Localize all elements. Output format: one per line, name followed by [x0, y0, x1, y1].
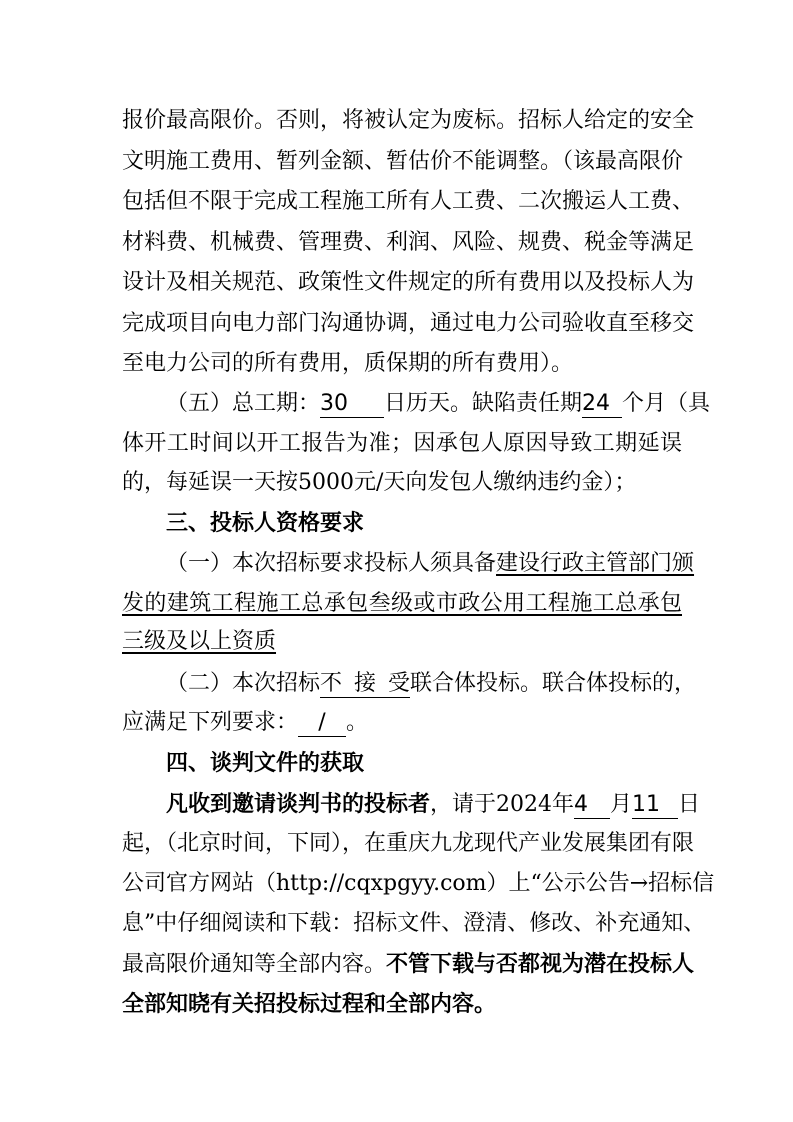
- obtain-documents-line: [166, 787, 701, 821]
- item1-prefix: （一）本次招标要求投标人须具备: [166, 551, 497, 576]
- line5-bold: 不管下载与否都视为潜在投标人: [386, 951, 695, 977]
- body-text-line: 报价最高限价。否则，将被认定为废标。招标人给定的安全: [122, 108, 695, 133]
- body-text-line: 全部知晓有关招投标过程和全部内容。: [122, 991, 497, 1017]
- qualification-requirement-text: 三级及以上资质: [122, 629, 277, 654]
- section-heading-obtain-documents: 四、谈判文件的获取: [166, 751, 365, 776]
- body-text-line: 公司官方网站（http://cqxpgyy.com）上“公示公告→招标信: [122, 871, 715, 896]
- total-days-value: 30: [320, 391, 384, 418]
- qualification-item-2-cont: [122, 706, 682, 740]
- period-suffix: 个月（具: [622, 391, 711, 416]
- line5-normal: 最高限价通知等全部内容。: [122, 952, 387, 977]
- day-label: 日: [678, 792, 701, 817]
- body-text-line: 材料费、机械费、管理费、利润、风险、规费、税金等满足: [122, 230, 695, 255]
- month-label: 月: [610, 792, 633, 817]
- body-text-line: 包括但不限于完成工程施工所有人工费、二次搬运人工费、: [122, 189, 695, 214]
- invited-bidders-text: 凡收到邀请谈判书的投标者: [166, 791, 431, 817]
- qualification-requirement-text: 发的建筑工程施工总承包叁级或市政公用工程施工总承包: [122, 591, 682, 616]
- body-text-line: 完成项目向电力部门沟通协调，通过电力公司验收直至移交: [122, 311, 695, 336]
- item2-suffix: 联合体投标。联合体投标的，: [410, 671, 697, 696]
- body-text-line: 至电力公司的所有费用，质保期的所有费用）。: [122, 351, 574, 376]
- qualification-item-2: [166, 667, 697, 701]
- item2-line2-suffix: 。: [346, 710, 369, 735]
- period-prefix: （五）总工期：: [166, 391, 321, 416]
- qualification-item-1-cont: [122, 625, 682, 659]
- body-text-line: 息”中仔细阅读和下载：招标文件、澄清、修改、补充通知、: [122, 911, 706, 936]
- body-text-line: 文明施工费用、暂列金额、暂估价不能调整。（该最高限价: [122, 149, 684, 174]
- consortium-requirement-value: /: [298, 710, 346, 737]
- start-day-value: 11: [632, 792, 678, 819]
- qualification-item-1: [166, 547, 695, 581]
- body-text-line: [122, 947, 695, 981]
- body-text-line: 设计及相关规范、政策性文件规定的所有费用以及投标人为: [122, 270, 695, 295]
- item2-prefix: （二）本次招标: [166, 671, 321, 696]
- date-prefix: ，请于2024年: [430, 792, 575, 817]
- defect-months-value: 24: [582, 391, 622, 418]
- consortium-fill-value: 不接受: [320, 671, 411, 696]
- construction-period-line: [166, 387, 711, 421]
- start-month-value: 4: [574, 792, 610, 819]
- qualification-requirement-text: 建设行政主管部门颁: [496, 551, 695, 576]
- period-mid: 日历天。缺陷责任期: [384, 391, 583, 416]
- qualification-item-1-cont: [122, 587, 682, 621]
- body-text-line: 体开工时间以开工报告为准；因承包人原因导致工期延误: [122, 431, 682, 456]
- body-text-line: 起，（北京时间，下同），在重庆九龙现代产业发展集团有限: [122, 831, 695, 856]
- section-heading-qualification: 三、投标人资格要求: [166, 511, 365, 536]
- item2-line2-prefix: 应满足下列要求：: [122, 710, 299, 735]
- body-text-line: 的，每延误一天按5000元/天向发包人缴纳违约金）；: [122, 470, 637, 495]
